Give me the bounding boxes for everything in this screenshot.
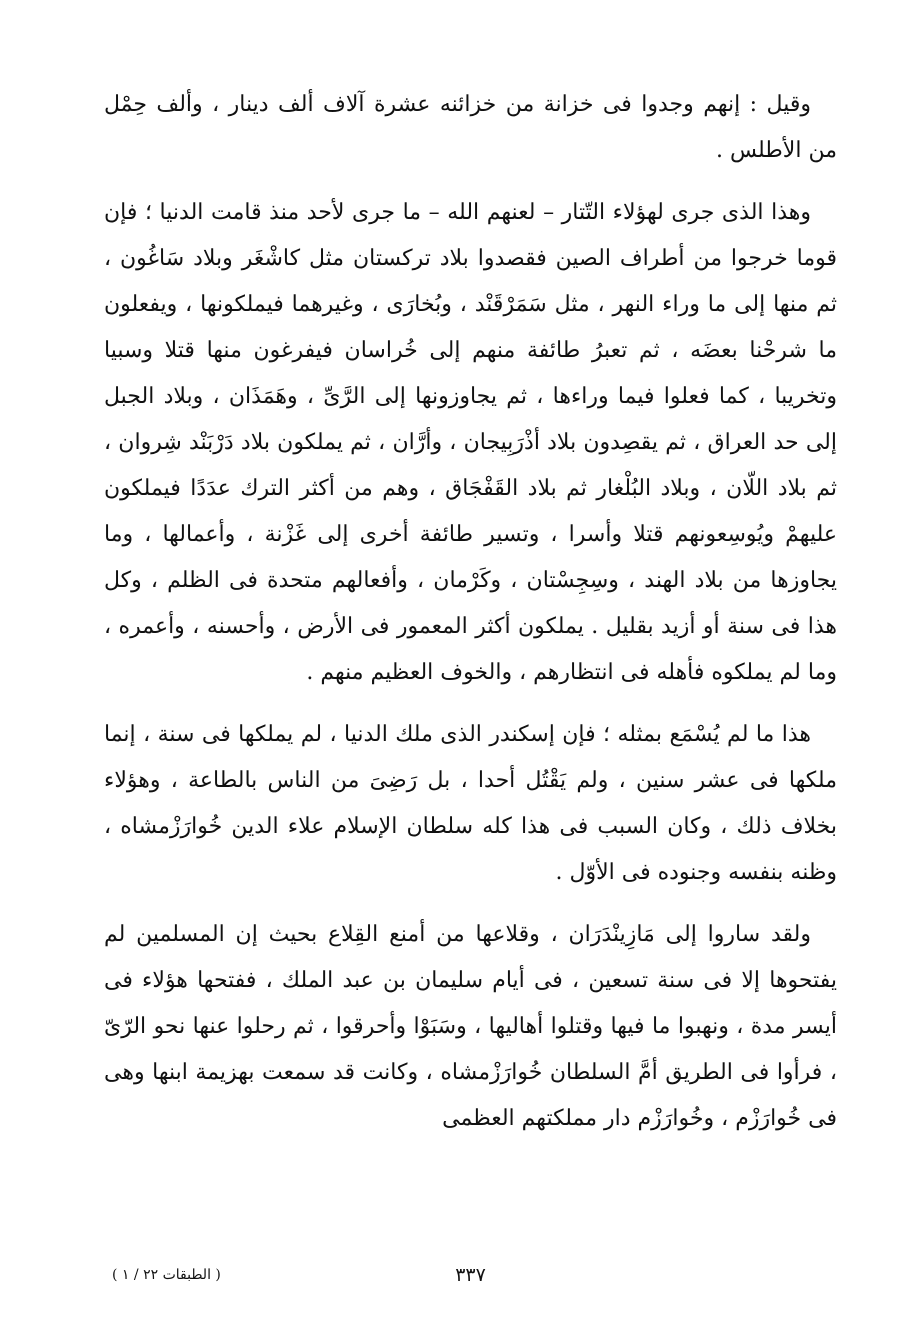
paragraph xyxy=(104,82,837,174)
paragraph-text: وقيل : إنهم وجدوا فى خزانة من خزائنه عشرة آلاف ألف دينار ، وألف حِمْل من الأطلس . xyxy=(104,92,837,163)
body-text xyxy=(104,82,837,1142)
paragraph xyxy=(104,912,837,1142)
paragraph-text: هذا ما لم يُسْمَع بمثله ؛ فإن إسكندر الذى ملك الدنيا ، لم يملكها فى سنة ، إنما ملكها فى عشر سنين ، ولم يَقْتُل أحدا ، بل رَضِىَ من الناس بالطاعة ، وهؤلاء بخلاف ذلك ، وكان السبب فى هذا كله سلطان الإسلام علاء الدين خُوارَزْمشاه ، وظنه بنفسه وجنوده فى الأوّل . xyxy=(104,722,837,885)
paragraph-text: وهذا الذى جرى لهؤلاء التّتار – لعنهم الله – ما جرى لأحد منذ قامت الدنيا ؛ فإن قوما خرجوا من أطراف الصين فقصدوا بلاد تركستان مثل كاشْغَر وبلاد سَاغُون ، ثم منها إلى ما وراء النهر ، مثل سَمَرْقَنْد ، وبُخارَى ، وغيرهما فيملكونها ، ويفعلون ما شرحْنا بعضَه ، ثم تعبرُ طائفة منهم إلى خُراسان فيفرغون منها قتلا وسبيا وتخريبا ، كما فعلوا فيما وراءها ، ثم يجاوزونها إلى الرَّىِّ ، وهَمَذَان ، وبلاد الجبل إلى حد العراق ، ثم يقصِدون بلاد أذْرَبِيجان ، وأرَّان ، ثم يملكون بلاد دَرْبَنْد شِروان ، ثم بلاد اللّان ، وبلاد البُلْغار ثم بلاد القَفْجَاق ، وهم من أكثر الترك عدَدًا فيملكون عليهمْ ويُوسِعونهم قتلا وأسرا ، وتسير طائفة أخرى إلى غَزْنة ، وأعمالها ، وما يجاوزها من بلاد الهند ، وسِجِسْتان ، وكَرْمان ، وأفعالهم متحدة فى الظلم ، وكل هذا فى سنة أو أزيد بقليل . يملكون أكثر المعمور فى الأرض ، وأحسنه ، وأعمره ، وما لم يملكوه فأهله فى انتظارهم ، والخوف العظيم منهم . xyxy=(104,200,837,685)
paragraph xyxy=(104,190,837,696)
paragraph-text: ولقد ساروا إلى مَازِينْدَرَان ، وقلاعها من أمنع القِلاع بحيث إن المسلمين لم يفتحوها إلا فى سنة تسعين ، فى أيام سليمان بن عبد الملك ، ففتحها هؤلاء فى أيسر مدة ، ونهبوا ما فيها وقتلوا أهاليها ، وسَبَوْا وأحرقوا ، ثم رحلوا عنها نحو الرّىّ ، فرأوا فى الطريق أمَّ السلطان خُوارَزْمشاه ، وكانت قد سمعت بهزيمة ابنها وهى فى خُوارَزْم ، وخُوارَزْم دار مملكتهم العظمى xyxy=(104,922,837,1131)
page-footer xyxy=(104,1262,837,1288)
page-number: ٣٣٧ xyxy=(455,1264,486,1286)
paragraph xyxy=(104,712,837,896)
printer-signature: ( الطبقات ٢٢ / ١ ) xyxy=(112,1267,221,1283)
